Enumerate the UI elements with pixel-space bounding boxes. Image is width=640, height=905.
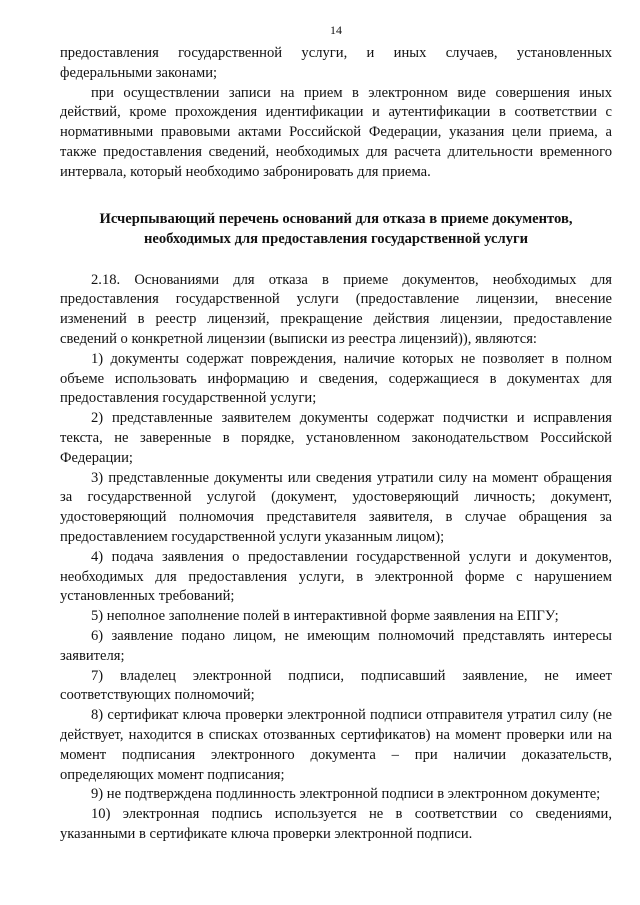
ground-item-7: 7) владелец электронной подписи, подписавший заявление, не имеет соответствующих полномочий; — [60, 667, 612, 704]
ground-item-4: 4) подача заявления о предоставлении государственной услуги и документов, необходимых для предоставления услуги, в электронной форме с нарушением установленных требований; — [60, 548, 612, 605]
ground-item-5: 5) неполное заполнение полей в интерактивной форме заявления на ЕПГУ; — [91, 608, 559, 625]
intro-paragraph: при осуществлении записи на прием в электронном виде совершения иных действий, кроме прохождения идентификации и аутентификации в соответствии с нормативными правовыми актами Российской Федерации, указания цели приема, а также предоставления сведений, необходимых для расчета длительности временного интервала, который необходимо забронировать для приема. — [60, 84, 612, 180]
ground-item-6: 6) заявление подано лицом, не имеющим полномочий представлять интересы заявителя; — [60, 627, 612, 664]
intro-paragraph-continuation: предоставления государственной услуги, и иных случаев, установленных федеральными законами; — [60, 45, 612, 81]
page-number: 14 — [330, 23, 342, 37]
ground-item-2: 2) представленные заявителем документы содержат подчистки и исправления текста, не заверенные в порядке, установленном законодательством Российской Федерации; — [60, 410, 612, 466]
ground-item-1: 1) документы содержат повреждения, наличие которых не позволяет в полном объеме использовать информацию и сведения, содержащиеся в документах для предоставления государственной услуги; — [60, 350, 612, 407]
section-heading: Исчерпывающий перечень оснований для отказа в приеме документов, необходимых для предоставления государственной услуги — [99, 210, 573, 247]
main-paragraph: 2.18. Основаниями для отказа в приеме документов, необходимых для предоставления государственной услуги (предоставление лицензии, внесение изменений в реестр лицензий, прекращение действия лицензии, предоставление сведений о конкретной лицензии (выписки из реестра лицензий)), являются: — [60, 271, 612, 347]
ground-item-10: 10) электронная подпись используется не в соответствии со сведениями, указанными в сертификате ключа проверки электронной подписи. — [60, 806, 612, 842]
ground-item-8: 8) сертификат ключа проверки электронной подписи отправителя утратил силу (не действует, находится в списках отозванных сертификатов) на момент проверки или на момент подписания электронного документа – при наличии доказательств, определяющих момент подписания; — [60, 707, 612, 783]
ground-item-3: 3) представленные документы или сведения утратили силу на момент обращения за государственной услугой (документ, удостоверяющий личность; документ, удостоверяющий полномочия представителя заявителя, в случае обращения за предоставлением государственной услуги указанным лицом); — [60, 469, 612, 545]
ground-item-9: 9) не подтверждена подлинность электронной подписи в электронном документе; — [91, 786, 601, 803]
